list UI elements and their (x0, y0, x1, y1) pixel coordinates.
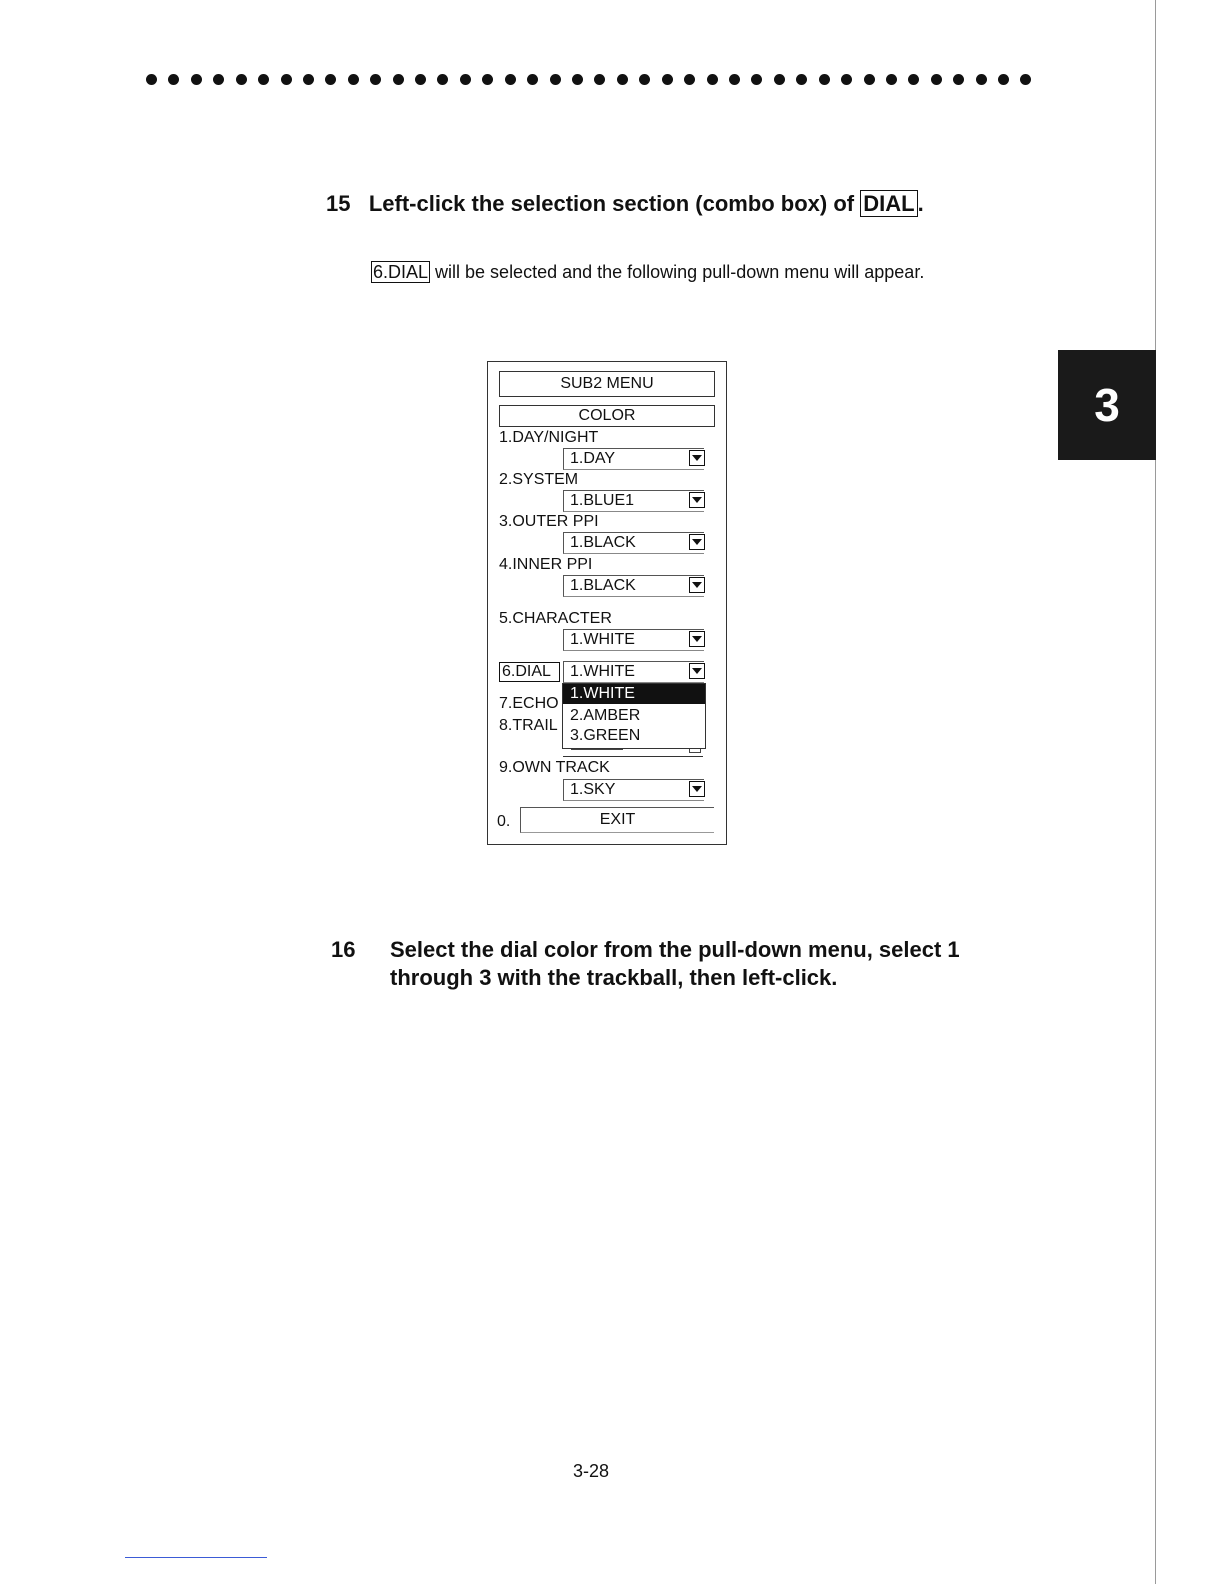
menu-title: SUB2 MENU (499, 371, 715, 397)
separator-dot (370, 74, 381, 85)
separator-dot (572, 74, 583, 85)
inner-ppi-value: 1.BLACK (570, 577, 636, 594)
sub2-menu (487, 361, 727, 845)
separator-dot (953, 74, 964, 85)
separator-dot (482, 74, 493, 85)
day-night-combo[interactable] (563, 448, 704, 470)
exit-button[interactable]: EXIT (520, 807, 714, 833)
separator-dot (774, 74, 785, 85)
menu-subtitle-color: COLOR (499, 405, 715, 427)
dropdown-option-green[interactable]: 3.GREEN (570, 727, 641, 744)
dial-value: 1.WHITE (570, 663, 635, 680)
dropdown-arrow-icon[interactable] (689, 781, 705, 797)
dropdown-option-amber[interactable]: 2.AMBER (570, 707, 641, 724)
outer-ppi-label: 3.OUTER PPI (499, 513, 599, 530)
day-night-value: 1.DAY (570, 450, 616, 467)
outer-ppi-combo[interactable] (563, 532, 704, 554)
separator-dot (146, 74, 157, 85)
dial-label: 6.DIAL (499, 662, 560, 682)
separator-dot (886, 74, 897, 85)
separator-dot (908, 74, 919, 85)
dial-pulldown-menu (562, 683, 706, 749)
dropdown-arrow-icon[interactable] (689, 631, 705, 647)
step-16-line-1: Select the dial color from the pull-down menu, select 1 (390, 937, 960, 962)
separator-dot (729, 74, 740, 85)
inner-ppi-combo[interactable] (563, 575, 704, 597)
separator-dot (460, 74, 471, 85)
separator-dot (527, 74, 538, 85)
step-15-end: . (917, 191, 924, 216)
dropdown-arrow-icon[interactable] (689, 450, 705, 466)
character-label: 5.CHARACTER (499, 610, 612, 627)
step-15-number: 15 (326, 191, 351, 216)
dial-menu-key: 6.DIAL (373, 262, 429, 282)
separator-dot (550, 74, 561, 85)
day-night-label: 1.DAY/NIGHT (499, 429, 599, 446)
separator-dot (819, 74, 830, 85)
page-number: 3-28 (573, 1461, 610, 1481)
separator-dot (258, 74, 269, 85)
separator-dot (213, 74, 224, 85)
system-value: 1.BLUE1 (570, 492, 635, 509)
trail-label: 8.TRAIL (499, 717, 558, 734)
separator-dot (751, 74, 762, 85)
separator-dot (505, 74, 516, 85)
separator-dot (325, 74, 336, 85)
separator-dot (796, 74, 807, 85)
separator-dot (684, 74, 695, 85)
separator-dot (662, 74, 673, 85)
dropdown-arrow-icon[interactable] (689, 534, 705, 550)
dial-key: DIAL (860, 190, 917, 217)
separator-dot (864, 74, 875, 85)
separator-dot (393, 74, 404, 85)
separator-dot (415, 74, 426, 85)
character-value: 1.WHITE (570, 631, 635, 648)
dropdown-arrow-icon[interactable] (689, 577, 705, 593)
separator-dot (168, 74, 179, 85)
own-track-label: 9.OWN TRACK (499, 759, 610, 776)
step-15-text: Left-click the selection section (combo box) of (368, 191, 855, 216)
dial-combo[interactable] (563, 661, 704, 683)
separator-dot (281, 74, 292, 85)
separator-dot (639, 74, 650, 85)
footer-rule (125, 1557, 267, 1558)
step-16-line-2: through 3 with the trackball, then left-click. (390, 965, 838, 990)
separator-dot (976, 74, 987, 85)
separator-dot (236, 74, 247, 85)
separator-dot (303, 74, 314, 85)
outer-ppi-value: 1.BLACK (570, 534, 636, 551)
system-combo[interactable] (563, 490, 704, 512)
dropdown-arrow-icon[interactable] (689, 663, 705, 679)
note-text (371, 262, 924, 283)
echo-label: 7.ECHO (499, 695, 559, 712)
dropdown-arrow-icon[interactable] (689, 492, 705, 508)
own-track-value: 1.SKY (570, 781, 616, 798)
dot-separator (146, 74, 1032, 85)
separator-dot (348, 74, 359, 85)
system-label: 2.SYSTEM (499, 471, 579, 488)
separator-dot (841, 74, 852, 85)
separator-dot (707, 74, 718, 85)
note-body: will be selected and the following pull-down menu will appear. (430, 262, 925, 282)
own-track-combo[interactable] (563, 779, 704, 801)
chapter-tab (1058, 350, 1156, 460)
exit-prefix: 0. (497, 813, 511, 830)
character-combo[interactable] (563, 629, 704, 651)
separator-dot (594, 74, 605, 85)
separator-dot (437, 74, 448, 85)
separator-dot (1020, 74, 1031, 85)
step-15 (326, 191, 924, 217)
separator-dot (931, 74, 942, 85)
separator-dot (191, 74, 202, 85)
dropdown-option-white[interactable]: 1.WHITE (563, 684, 705, 704)
separator-dot (617, 74, 628, 85)
separator-dot (998, 74, 1009, 85)
chapter-number: 3 (1094, 379, 1120, 431)
step-16-number: 16 (331, 937, 356, 962)
page-edge-rule (1155, 0, 1156, 1584)
inner-ppi-label: 4.INNER PPI (499, 556, 593, 573)
